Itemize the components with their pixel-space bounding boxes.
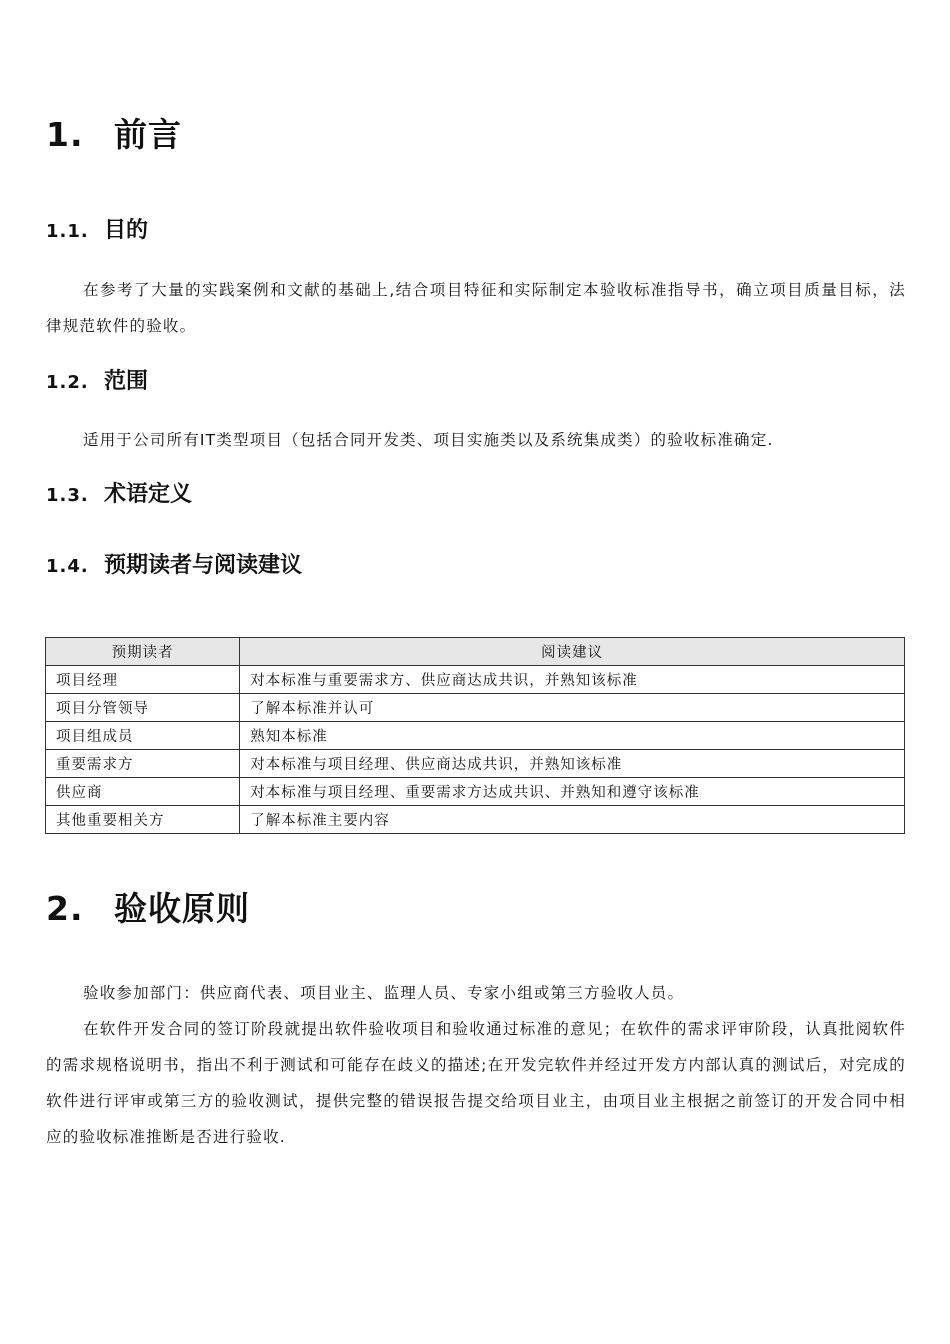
section-1-2-heading <box>46 368 148 397</box>
table-cell-advice: 了解本标准主要内容 <box>240 806 905 834</box>
section-1-title: 前言 <box>114 115 182 154</box>
table-cell-reader: 项目组成员 <box>46 722 240 750</box>
section-1-4-number: 1.4. <box>46 556 89 577</box>
table-row <box>46 750 905 778</box>
table-row <box>46 666 905 694</box>
section-1-1-heading <box>46 217 148 246</box>
section-2-title: 验收原则 <box>114 889 250 928</box>
table-row <box>46 806 905 834</box>
section-2-paragraph-2: 在软件开发合同的签订阶段就提出软件验收项目和验收通过标准的意见；在软件的需求评审阶段，认真批阅软件的需求规格说明书，指出不利于测试和可能存在歧义的描述;在开发完软件并经过开发方内部认真的测试后，对完成的软件进行评审或第三方的验收测试，提供完整的错误报告提交给项目业主，由项目业主根据之前签订的开发合同中相应的验收标准推断是否进行验收. <box>46 1020 906 1146</box>
table-row <box>46 722 905 750</box>
section-1-4-title: 预期读者与阅读建议 <box>104 553 303 578</box>
table-header-reader: 预期读者 <box>46 638 240 666</box>
table-cell-advice: 熟知本标准 <box>240 722 905 750</box>
table-cell-reader: 其他重要相关方 <box>46 806 240 834</box>
table-cell-reader: 供应商 <box>46 778 240 806</box>
section-1-1-number: 1.1. <box>46 221 89 242</box>
section-1-1-title: 目的 <box>104 218 149 243</box>
section-1-4-heading <box>46 552 302 581</box>
table-header-row <box>46 638 905 666</box>
reader-table <box>45 637 905 834</box>
section-1-2-number: 1.2. <box>46 372 89 393</box>
section-2-heading <box>46 889 250 929</box>
table-cell-advice: 了解本标准并认可 <box>240 694 905 722</box>
table-header-advice: 阅读建议 <box>240 638 905 666</box>
table-cell-advice: 对本标准与重要需求方、供应商达成共识，并熟知该标准 <box>240 666 905 694</box>
table-cell-reader: 重要需求方 <box>46 750 240 778</box>
section-1-2-title: 范围 <box>104 369 149 394</box>
table-cell-advice: 对本标准与项目经理、重要需求方达成共识、并熟知和遵守该标准 <box>240 778 905 806</box>
section-1-3-heading <box>46 481 192 510</box>
section-1-2-paragraph: 适用于公司所有IT类型项目（包括合同开发类、项目实施类以及系统集成类）的验收标准确定. <box>83 431 774 449</box>
section-1-heading <box>46 115 182 155</box>
section-2-paragraph-1: 验收参加部门：供应商代表、项目业主、监理人员、专家小组或第三方验收人员。 <box>83 984 685 1002</box>
section-2-number: 2. <box>46 889 84 928</box>
section-1-number: 1. <box>46 115 84 154</box>
section-1-1-paragraph: 在参考了大量的实践案例和文献的基础上,结合项目特征和实际制定本验收标准指导书，确立项目质量目标，法律规范软件的验收。 <box>46 281 906 335</box>
section-1-3-number: 1.3. <box>46 485 89 506</box>
section-1-3-title: 术语定义 <box>104 482 193 507</box>
table-row <box>46 778 905 806</box>
table-cell-reader: 项目分管领导 <box>46 694 240 722</box>
table-cell-advice: 对本标准与项目经理、供应商达成共识，并熟知该标准 <box>240 750 905 778</box>
table-row <box>46 694 905 722</box>
table-cell-reader: 项目经理 <box>46 666 240 694</box>
